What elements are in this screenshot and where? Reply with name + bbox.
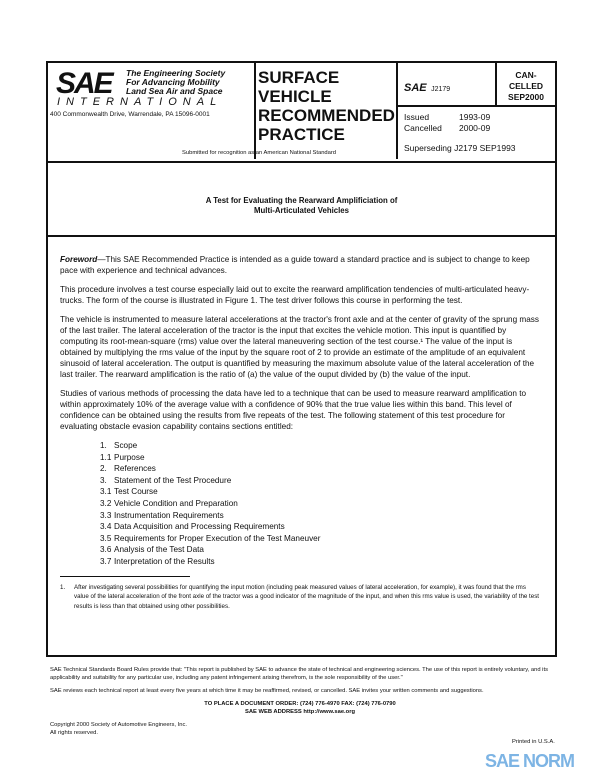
- status-badge: CAN- CELLED SEP2000: [508, 70, 544, 102]
- toc-item: 1.1 Purpose: [100, 452, 145, 462]
- footer: [50, 666, 550, 737]
- toc-item: 3.4 Data Acquisition and Processing Requirements: [100, 522, 285, 532]
- international-label: INTERNATIONAL: [57, 96, 223, 108]
- paragraph: The vehicle is instrumented to measure lateral accelerations at the tractor's front axle and at the center of gravity of the sprung mass of the last trailer. The lateral acceleration of the tractor is the input that excites the vehicle motion. This input is quantified by computing its root-mean-square (rms) value over the lateral maneuvering section of the test course.¹ The value of the input is obtained by multiplying the rms value of the input by the square root of 2 to provide an estimate of the amplitude of an equivalent sinusoid of lateral acceleration. The output is quantified by measuring the maximum absolute value of the lateral acceleration of the last trailer. The rearward amplification is the ratio of (a) the value of the ouput divided by (b) the value of the input.: [60, 315, 539, 379]
- toc-item: 1. Scope: [100, 441, 138, 450]
- toc-item: 3.1 Test Course: [100, 487, 158, 497]
- paragraph: Studies of various methods of processing the data have led to a technique that can be used to measure rearward amplification to within approximately 10% of the average value with a confidence of 90% that the true value lies within this band. This level of confidence can be obtained using the results from five repeats of the test. The following statement of this test procedure for evaluating obstacle evasion capability contains sections entitled:: [60, 389, 527, 431]
- sae-logo: SAE: [56, 67, 112, 100]
- dates: Issued 1993-09 Cancelled 2000-09: [404, 112, 491, 133]
- doc-number: SAE J2179: [404, 82, 451, 94]
- foreword: Foreword—This SAE Recommended Practice is intended as a guide toward a standard practice and is subject to change to keep pace with experience and technical advances.: [60, 255, 530, 275]
- contents-list: [100, 440, 542, 568]
- superseding: Superseding J2179 SEP1993: [404, 143, 516, 153]
- body-text: [60, 254, 542, 611]
- order-info: TO PLACE A DOCUMENT ORDER: (724) 776-4970 FAX: (724) 776-0790 SAE WEB ADDRESS http://www.sae.org: [204, 701, 396, 715]
- review-note: SAE reviews each technical report at least every five years at which time it may be reaffirmed, revised, or cancelled. SAE invites your written comments and suggestions.: [50, 688, 484, 694]
- toc-item: 3.2 Vehicle Condition and Preparation: [100, 498, 238, 508]
- copyright: Copyright 2000 Society of Automotive Engineers, Inc. All rights reserved.: [50, 722, 187, 736]
- divider: [495, 63, 497, 105]
- society-tagline: The Engineering Society For Advancing Mobility Land Sea Air and Space: [126, 68, 226, 96]
- sae-norm-watermark: SAE NORM: [485, 751, 575, 771]
- rules-note: SAE Technical Standards Board Rules provide that: "This report is published by SAE to advance the state of technical and engineering sciences. The use of this report is entirely voluntary, and its applicability and suitability for any particular use, including any patent infringement arising therefrom, is the sole responsibility of the user.": [50, 667, 548, 681]
- divider: [396, 63, 398, 159]
- submitted-note: Submitted for recognition as an American National Standard: [182, 150, 337, 156]
- toc-item: 3.6 Analysis of the Test Data: [100, 545, 204, 555]
- toc-item: 3.7 Interpretation of the Results: [100, 556, 215, 566]
- footnote-rule: [60, 576, 190, 577]
- address: 400 Commonwealth Drive, Warrendale, PA 15096-0001: [50, 111, 210, 118]
- document-type: SURFACE VEHICLE RECOMMENDED PRACTICE: [258, 68, 395, 144]
- paragraph: This procedure involves a test course especially laid out to excite the rearward amplification tendencies of multi-articulated heavy-trucks. The form of the course is illustrated in Figure 1. The test driver follows this course in performing the test.: [60, 285, 530, 305]
- toc-item: 3.5 Requirements for Proper Execution of the Test Maneuver: [100, 533, 321, 543]
- toc-item: 2. References: [100, 464, 156, 474]
- toc-item: 3. Statement of the Test Procedure: [100, 475, 232, 485]
- toc-item: 3.3 Instrumentation Requirements: [100, 510, 224, 520]
- printed-in: Printed in U.S.A.: [512, 739, 555, 745]
- divider: [254, 63, 256, 159]
- divider: [398, 105, 555, 107]
- footnote: 1. After investigating several possibilities for quantifying the input motion (including peak measured values of lateral acceleration, for example), it was found that the rms value of the lateral acceleration of the front axle of the tractor was a good indicator of the magnitude of the input, and when this rms value is used, the variability of the test results is less than that obtained using other possibilities.: [60, 583, 540, 610]
- document-title: A Test for Evaluating the Rearward Amplificiation of Multi-Articulated Vehicles: [205, 196, 398, 215]
